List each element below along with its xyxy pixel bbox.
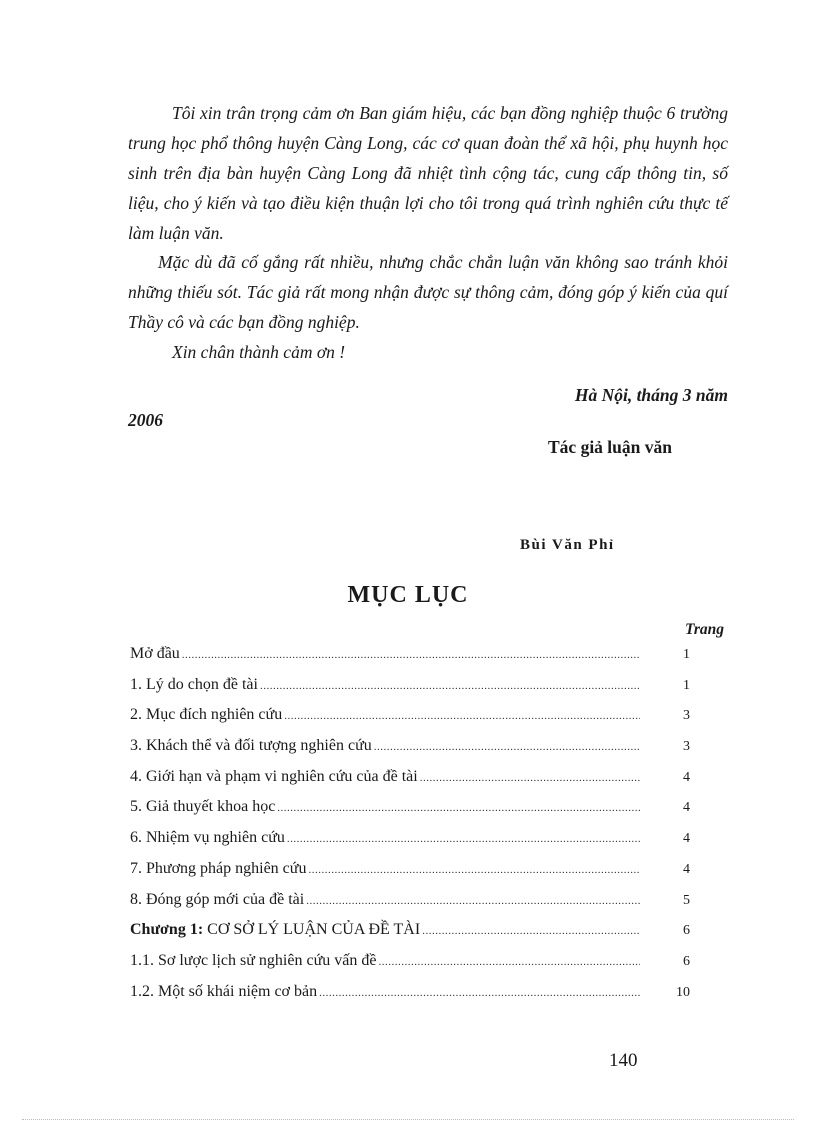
toc-entry-page: 3 xyxy=(683,739,690,755)
toc-dot-leader xyxy=(284,710,640,722)
acknowledgement-paragraph-2: Mặc dù đã cố gắng rất nhiều, nhưng chắc chắn luận văn không sao tránh khỏi những thiếu sót. Tác giả rất mong nhận được sự thông cảm, đóng góp ý kiến của quí Thầy cô và các bạn đồng nghiệp. xyxy=(128,252,728,332)
acknowledgement-paragraph-1: Tôi xin trân trọng cảm ơn Ban giám hiệu, các bạn đồng nghiệp thuộc 6 trường trung học phổ thông huyện Càng Long, các cơ quan đoàn thể xã hội, phụ huynh học sinh trên địa bàn huyện Càng Long đã nhiệt tình cộng tác, cung cấp thông tin, số liệu, cho ý kiến và tạo điều kiện thuận lợi cho tôi trong quá trình nghiên cứu thực tế làm luận văn. xyxy=(128,103,728,243)
author-name: Bùi Văn Phỉ xyxy=(520,537,615,553)
toc-entry-page: 4 xyxy=(683,861,690,877)
toc-entry-text: Mở đầu xyxy=(130,645,180,662)
toc-entry xyxy=(130,676,690,707)
toc-entry xyxy=(130,737,690,768)
toc-entry-text: 4. Giới hạn và phạm vi nghiên cứu của đề tài xyxy=(130,767,418,785)
toc-entry-label xyxy=(130,737,372,755)
toc-entry-text: 7. Phương pháp nghiên cứu xyxy=(130,859,307,877)
toc-entry-label xyxy=(130,706,282,724)
toc-entry-label xyxy=(130,829,285,847)
toc-dot-leader xyxy=(277,802,640,814)
toc-entry-text: CƠ SỞ LÝ LUẬN CỦA ĐỀ TÀI xyxy=(203,921,421,939)
toc-entry-label xyxy=(130,921,420,939)
acknowledgement-thanks: Xin chân thành cảm ơn ! xyxy=(172,342,346,362)
toc-entry-label xyxy=(130,860,306,878)
toc-entry xyxy=(130,706,690,737)
signature-role: Tác giả luận văn xyxy=(548,437,672,457)
toc-entry-page: 4 xyxy=(683,800,690,816)
toc-entry xyxy=(130,891,690,922)
signature-date: Hà Nội, tháng 3 năm xyxy=(574,385,728,405)
toc-entry xyxy=(130,983,690,1014)
toc-entry-page: 1 xyxy=(683,647,690,662)
toc-entry-page: 6 xyxy=(683,953,690,969)
toc-dot-leader xyxy=(308,864,640,876)
toc-entry xyxy=(130,768,690,799)
toc-page-header: Trang xyxy=(684,621,724,638)
toc-dot-leader xyxy=(374,741,640,753)
toc-entry-text: 5. Giả thuyết khoa học xyxy=(130,798,276,816)
toc-entry xyxy=(130,798,690,829)
toc-title: MỤC LỤC xyxy=(347,582,469,608)
page-bottom-divider xyxy=(22,1119,794,1120)
toc-chapter-prefix: Chương 1: xyxy=(130,921,204,939)
toc-entry-page: 6 xyxy=(683,923,690,939)
toc-entry-text: 8. Đóng góp mới của đề tài xyxy=(130,890,305,908)
toc-entry-text: 6. Nhiệm vụ nghiên cứu xyxy=(130,829,285,847)
toc-entry-label xyxy=(130,676,258,694)
toc-entry-page: 10 xyxy=(676,984,690,1000)
toc-entry-page: 3 xyxy=(683,708,690,724)
toc-entry-label xyxy=(130,952,376,970)
toc-dot-leader xyxy=(420,772,640,784)
toc-entry-page: 1 xyxy=(683,677,690,693)
toc-entry-text: 2. Mục đích nghiên cứu xyxy=(130,706,283,724)
toc-entry xyxy=(130,860,690,891)
toc-entry-text: 1.2. Một số khái niệm cơ bản xyxy=(130,982,318,1000)
toc-dot-leader xyxy=(422,925,640,937)
toc-entry-label xyxy=(130,798,275,816)
toc-entry xyxy=(130,645,690,676)
toc-entry-text: 3. Khách thể và đối tượng nghiên cứu xyxy=(130,737,372,755)
toc-entry-label xyxy=(130,768,418,786)
toc-entry-text: 1. Lý do chọn đề tài xyxy=(130,675,258,693)
toc-entry-label xyxy=(130,891,304,909)
toc-entry xyxy=(130,829,690,860)
page-number: 140 xyxy=(609,1050,638,1071)
toc-dot-leader xyxy=(260,680,640,692)
toc-dot-leader xyxy=(287,833,640,845)
table-of-contents xyxy=(130,645,690,1013)
toc-entry-text: 1.1. Sơ lược lịch sử nghiên cứu vấn đề xyxy=(130,951,377,969)
toc-dot-leader xyxy=(378,956,640,968)
toc-dot-leader xyxy=(319,987,640,999)
toc-entry xyxy=(130,921,690,952)
toc-entry-page: 5 xyxy=(683,892,690,908)
toc-entry-page: 4 xyxy=(683,769,690,785)
toc-entry-label xyxy=(130,645,180,663)
toc-dot-leader xyxy=(306,895,640,907)
toc-dot-leader xyxy=(182,649,640,661)
signature-year: 2006 xyxy=(128,410,163,430)
toc-entry-label xyxy=(130,983,317,1001)
toc-entry xyxy=(130,952,690,983)
toc-entry-page: 4 xyxy=(683,831,690,847)
